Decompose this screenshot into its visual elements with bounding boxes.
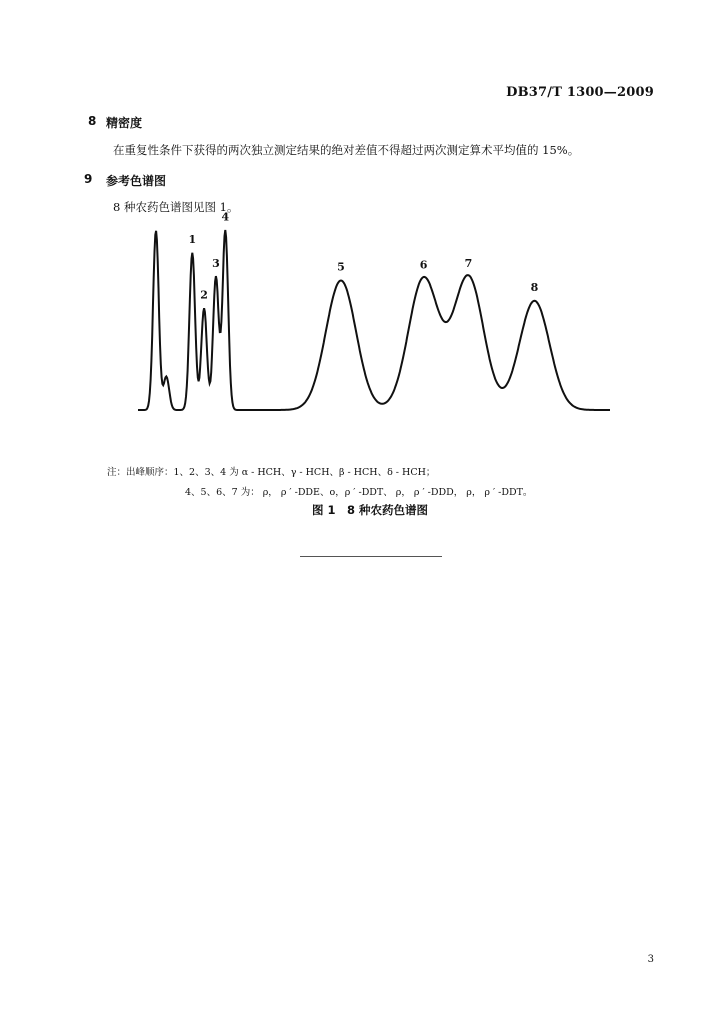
figure-note-line-1: 注：出峰顺序：1、2、3、4 为 α - HCH、γ - HCH、β - HCH、δ - HCH； xyxy=(107,467,436,478)
peak-label-5: 5 xyxy=(337,260,345,274)
peak-label-7: 7 xyxy=(464,256,473,270)
figure-note-line-2: 4、5、6、7 为： ρ， ρ ′ -DDE、ο，ρ ′ -DDT、 ρ， ρ ′ -DDD， ρ， ρ ′ -DDT。 xyxy=(185,487,533,498)
peak-label-6: 6 xyxy=(419,258,428,272)
peak-label-4: 4 xyxy=(221,210,230,224)
standard-number: DB37/T 1300—2009 xyxy=(506,85,654,100)
section-8-text: 在重复性条件下获得的两次独立测定结果的绝对差值不得超过两次测定算术平均值的 15%。 xyxy=(113,143,580,157)
peak-label-1: 1 xyxy=(188,232,197,246)
section-9-text: 8 种农药色谱图见图 1。 xyxy=(113,200,239,214)
chromatogram-trace xyxy=(138,230,610,410)
end-rule xyxy=(300,556,442,557)
section-8-number: 8 xyxy=(88,114,97,128)
chromatogram-figure xyxy=(0,0,724,450)
peak-label-2: 2 xyxy=(200,288,208,302)
peak-label-8: 8 xyxy=(530,280,539,294)
figure-caption: 图 1 8 种农药色谱图 xyxy=(312,503,429,517)
page-number: 3 xyxy=(647,954,654,965)
peak-label-3: 3 xyxy=(212,256,220,270)
section-9-title: 参考色谱图 xyxy=(106,174,167,188)
section-9-number: 9 xyxy=(84,172,93,186)
section-8-title: 精密度 xyxy=(106,116,143,130)
